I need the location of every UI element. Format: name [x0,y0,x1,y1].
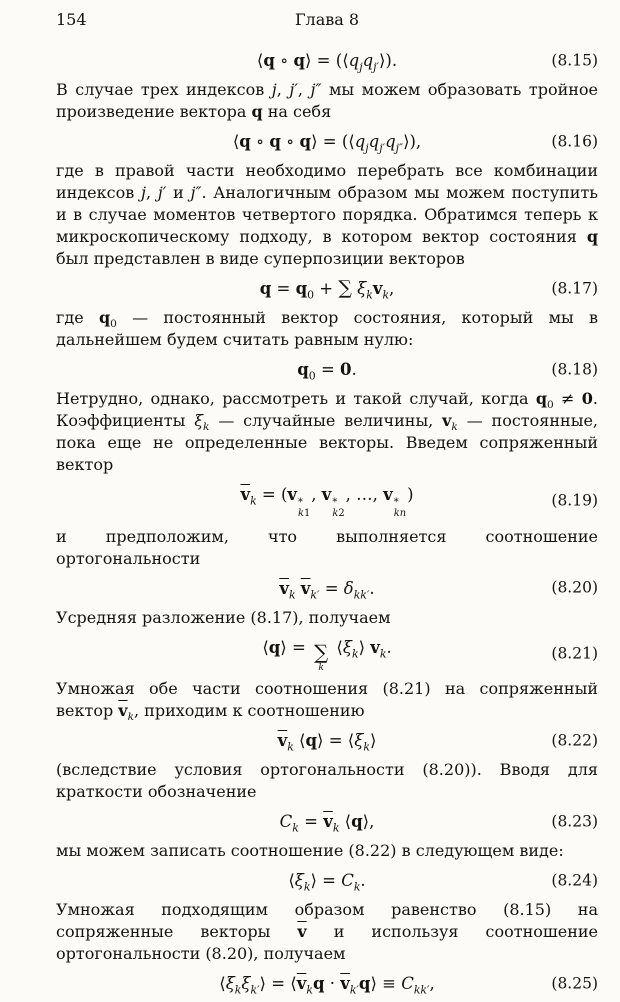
equation-number: (8.23) [551,812,598,831]
equation-8-22 [56,722,598,759]
equation-8-21 [56,629,598,679]
equation-8-15 [56,42,598,79]
page-content [56,42,598,1002]
equation-number: (8.16) [551,132,598,150]
formula: $\overline{v}_k$ $\overline{v}_{k'} = \delta_{kk'}$. [279,578,375,602]
paragraph: и предположим, что выполняется соотношение ортогональности [56,526,598,568]
equation-8-20 [56,570,598,607]
formula: $\overline{v}_k$ ⟨q⟩ = $⟨\xi_k⟩$ [277,731,377,754]
paragraph: (вследствие условия ортогональности (8.20)). Вводя для краткости обозначение [56,760,598,802]
equation-number: (8.15) [551,51,598,69]
paragraph: Умножая подходящим образом равенство (8.15) на сопряженные векторы $\overline{v}$ и используя соотношение ортогональности (8.20), получаем [56,900,599,964]
formula: $C_k = \overline{v}_k$ ⟨q⟩, [279,812,375,835]
equation-number: (8.17) [551,279,598,297]
formula: ⟨q⟩ = ∑ k $⟨\xi_k⟩$ $v_k$. [262,637,392,674]
formula: $\overline{v}_k = (v$ * k1 , v * k2 , …, v * kn ) [240,485,414,520]
chapter-header: Глава 8 [294,10,360,29]
equation-8-25 [56,965,598,1002]
equation-number: (8.25) [551,974,598,993]
formula: $⟨\xi_k\xi_{k'}⟩$ = $⟨\overline{v}_kq$ · $\overline{v}_{k'}q⟩ \equiv C_{kk'}$, [219,974,435,997]
paragraph: мы можем записать соотношение (8.22) в следующем виде: [56,841,564,861]
formula: $⟨\xi_k⟩ = C_k$. [288,871,366,894]
formula: ⟨q ∘ q⟩ = $(⟨q_jq_{j'}⟩)$. [256,51,398,74]
page-number: 154 [56,10,87,29]
paragraph: где $q_0$ — постоянный вектор состояния, который мы в дальнейшем будем считать равным нулю: [56,308,599,349]
equation-8-18 [56,351,598,388]
equation-number: (8.21) [551,644,598,663]
paragraph: Нетрудно, однако, рассмотреть и такой случай, когда $q_0 \ne 0$. Коэффициенты $\xi_k$ — случайные величины, $v_k$ — постоянные, пока еще не определенные векторы. Введем сопряженный вектор [56,389,599,474]
equation-8-16 [56,123,598,160]
equation-8-19 [56,476,598,526]
paragraph: где в правой части необходимо перебрать все комбинации индексов j, j′ и j″. Аналогичным образом мы можем поступить и в случае моментов четвертого порядка. Обратимся теперь к микроскопическому подходу, в котором вектор состояния q был представлен в виде суперпозиции векторов [56,161,599,268]
equation-number: (8.24) [551,871,598,890]
formula: $q_0 = 0$. [297,360,357,383]
equation-8-23 [56,803,598,840]
paragraph: Умножая обе части соотношения (8.21) на сопряженный вектор $\overline{v}_k$, приходим к соотношению [56,679,598,724]
formula: ⟨q ∘ q ∘ q⟩ = $(⟨q_jq_{j'}q_{j''}⟩)$, [232,132,422,155]
equation-number: (8.19) [551,491,598,510]
paragraph: В случае трех индексов j, j′, j″ мы можем образовать тройное произведение вектора q на себя [56,80,599,121]
equation-number: (8.18) [551,360,598,378]
equation-number: (8.22) [551,731,598,750]
equation-8-17 [56,270,598,307]
formula: $q = q_0$ + ∑ $\xi_kv_k$, [259,277,395,302]
equation-8-24 [56,862,598,899]
equation-number: (8.20) [551,578,598,597]
page-header [56,10,598,34]
paragraph: Усредняя разложение (8.17), получаем [56,607,391,627]
